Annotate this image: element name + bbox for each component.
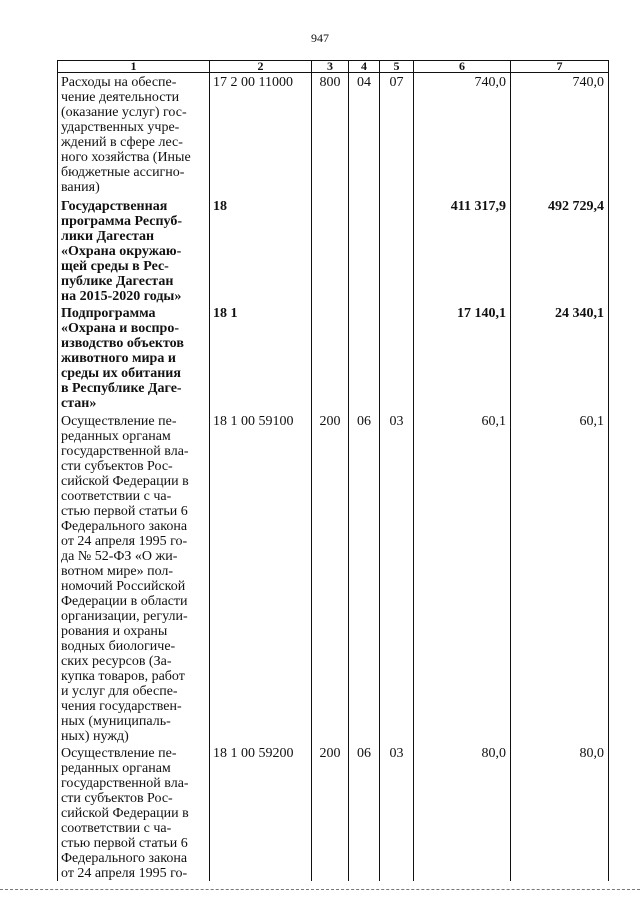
description-line: лики Дагестан	[61, 228, 155, 244]
row-amount-1: 411 317,9	[414, 197, 511, 304]
row-expense-type	[312, 197, 349, 304]
bottom-scan-rule	[0, 889, 640, 890]
description-line: организации, регули-	[61, 608, 188, 624]
row-amount-1: 740,0	[414, 73, 511, 197]
row-amount-1: 80,0	[414, 744, 511, 881]
col-header-code: 2	[210, 61, 312, 73]
row-amount-2: 80,0	[511, 744, 609, 881]
description-line: государственной вла-	[61, 775, 189, 791]
row-description	[58, 304, 210, 412]
description-line: и услуг для обеспе-	[61, 683, 178, 699]
description-line: чение деятельности	[61, 90, 180, 105]
description-line: рования и охраны	[61, 623, 168, 639]
row-expense-type	[312, 304, 349, 412]
row-amount-2: 60,1	[511, 412, 609, 744]
description-line: Осуществление пе-	[61, 745, 177, 761]
description-line: реданных органам	[61, 428, 171, 444]
description-line: ных (муниципаль-	[61, 713, 171, 729]
description-line: чения государствен-	[61, 698, 182, 714]
row-section: 04	[349, 73, 380, 197]
row-section: 06	[349, 412, 380, 744]
description-line: Государственная	[61, 198, 168, 214]
description-line: (оказание услуг) гос-	[61, 105, 187, 120]
description-line: на 2015-2020 годы»	[61, 288, 182, 304]
description-line: изводство объектов	[61, 335, 184, 351]
row-amount-1: 60,1	[414, 412, 511, 744]
table-row	[58, 197, 609, 304]
row-section: 06	[349, 744, 380, 881]
description-line: Расходы на обеспе-	[61, 75, 177, 90]
row-amount-2: 24 340,1	[511, 304, 609, 412]
row-section	[349, 304, 380, 412]
description-line: сийской Федерации в	[61, 473, 189, 489]
description-line: купка товаров, работ	[61, 668, 185, 684]
table-row	[58, 304, 609, 412]
description-line: программа Респуб-	[61, 213, 182, 229]
description-line: ного хозяйства (Иные	[61, 150, 191, 165]
row-amount-1: 17 140,1	[414, 304, 511, 412]
row-expense-type: 200	[312, 744, 349, 881]
row-amount-2: 740,0	[511, 73, 609, 197]
description-line: вания)	[61, 180, 100, 195]
description-line: Федерации в области	[61, 593, 188, 609]
description-line: Подпрограмма	[61, 305, 156, 321]
description-line: Федерального закона	[61, 518, 188, 534]
budget-table	[57, 60, 609, 881]
description-line: Осуществление пе-	[61, 413, 177, 429]
row-subsection: 07	[380, 73, 414, 197]
description-line: стан»	[61, 395, 97, 411]
row-subsection	[380, 304, 414, 412]
row-subsection	[380, 197, 414, 304]
row-target-code: 18	[210, 197, 312, 304]
col-header-expense-type: 3	[312, 61, 349, 73]
table-row	[58, 412, 609, 744]
description-line: щей среды в Рес-	[61, 258, 169, 274]
description-line: да № 52-ФЗ «О жи-	[61, 548, 178, 564]
description-line: стью первой статьи 6	[61, 503, 188, 519]
description-line: стью первой статьи 6	[61, 835, 188, 851]
description-line: соответствии с ча-	[61, 488, 172, 504]
row-description	[58, 197, 210, 304]
description-line: животного мира и	[61, 350, 176, 366]
description-line: сти субъектов Рос-	[61, 790, 173, 806]
row-target-code: 18 1 00 59200	[210, 744, 312, 881]
col-header-subsection: 5	[380, 61, 414, 73]
col-header-name: 1	[58, 61, 210, 73]
description-line: «Охрана окружаю-	[61, 243, 182, 259]
description-line: вотном мире» пол-	[61, 563, 174, 579]
description-line: ударственных учре-	[61, 120, 180, 135]
description-line: публике Дагестан	[61, 273, 174, 289]
col-header-section: 4	[349, 61, 380, 73]
row-target-code: 18 1 00 59100	[210, 412, 312, 744]
description-line: сти субъектов Рос-	[61, 458, 173, 474]
table-row	[58, 744, 609, 881]
description-line: номочий Российской	[61, 578, 186, 594]
description-line: ждений в сфере лес-	[61, 135, 183, 150]
header-row	[58, 61, 609, 73]
col-header-amount-2: 7	[511, 61, 609, 73]
description-line: ных) нужд)	[61, 728, 129, 744]
row-description	[58, 412, 210, 744]
row-subsection: 03	[380, 412, 414, 744]
description-line: от 24 апреля 1995 го-	[61, 533, 188, 549]
col-header-amount-1: 6	[414, 61, 511, 73]
description-line: ских ресурсов (За-	[61, 653, 172, 669]
row-expense-type: 800	[312, 73, 349, 197]
description-line: «Охрана и воспро-	[61, 320, 180, 336]
row-subsection: 03	[380, 744, 414, 881]
description-line: реданных органам	[61, 760, 171, 776]
row-section	[349, 197, 380, 304]
description-line: среды их обитания	[61, 365, 181, 381]
description-line: соответствии с ча-	[61, 820, 172, 836]
page-number: 947	[311, 31, 329, 45]
description-line: от 24 апреля 1995 го-	[61, 865, 188, 881]
row-target-code: 18 1	[210, 304, 312, 412]
row-description	[58, 744, 210, 881]
row-expense-type: 200	[312, 412, 349, 744]
description-line: Федерального закона	[61, 850, 188, 866]
row-amount-2: 492 729,4	[511, 197, 609, 304]
row-description	[58, 73, 210, 197]
row-target-code: 17 2 00 11000	[210, 73, 312, 197]
description-line: государственной вла-	[61, 443, 189, 459]
description-line: сийской Федерации в	[61, 805, 189, 821]
table-row	[58, 73, 609, 197]
description-line: бюджетные ассигно-	[61, 165, 185, 180]
description-line: в Республике Даге-	[61, 380, 182, 396]
description-line: водных биологиче-	[61, 638, 176, 654]
